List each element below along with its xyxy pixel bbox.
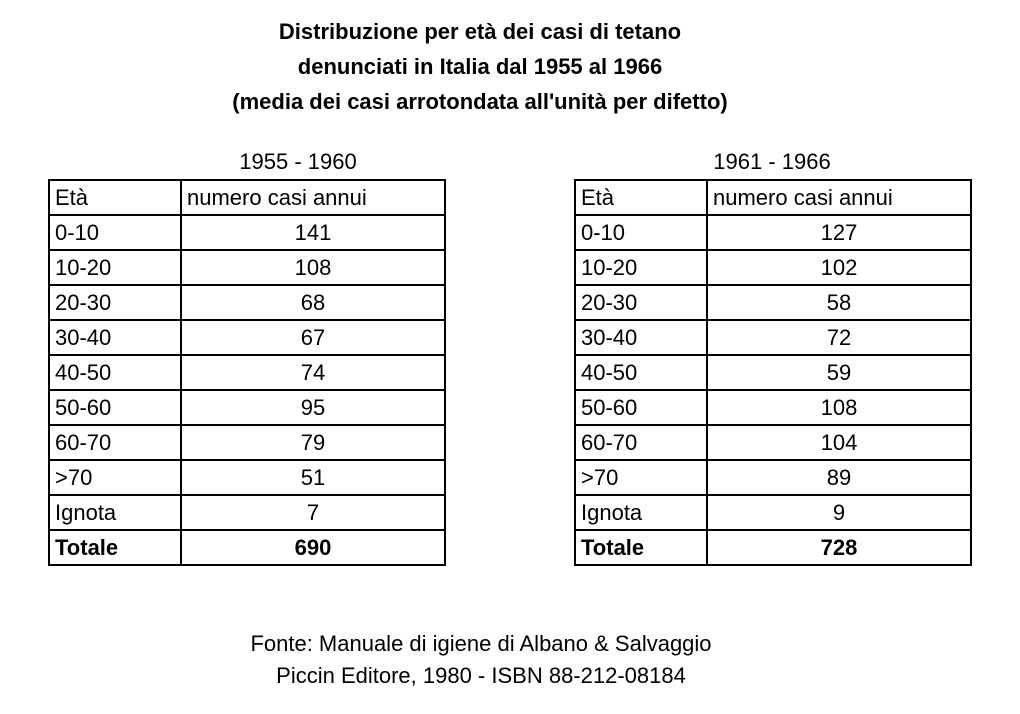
total-label-cell: Totale xyxy=(49,530,181,565)
cases-value-cell: 108 xyxy=(707,390,971,425)
age-group-cell: 50-60 xyxy=(49,390,181,425)
age-group-cell: 10-20 xyxy=(49,250,181,285)
cases-value-cell: 74 xyxy=(181,355,445,390)
cases-value-cell: 127 xyxy=(707,215,971,250)
cases-value-cell: 72 xyxy=(707,320,971,355)
cases-value-cell: 58 xyxy=(707,285,971,320)
period-label-1961-1966: 1961 - 1966 xyxy=(713,149,831,174)
source-note xyxy=(0,628,962,692)
age-group-cell: 40-50 xyxy=(49,355,181,390)
age-group-cell: 20-30 xyxy=(49,285,181,320)
cases-value-cell: 59 xyxy=(707,355,971,390)
age-group-cell: Ignota xyxy=(575,495,707,530)
table-row xyxy=(575,390,971,425)
table-row xyxy=(575,215,971,250)
table-header-row xyxy=(49,180,445,215)
age-group-cell: 0-10 xyxy=(49,215,181,250)
age-group-cell: 60-70 xyxy=(49,425,181,460)
table-1961-1966 xyxy=(574,179,972,566)
cases-value-cell: 7 xyxy=(181,495,445,530)
age-group-cell: 10-20 xyxy=(575,250,707,285)
age-group-cell: >70 xyxy=(49,460,181,495)
table-header-row xyxy=(575,180,971,215)
cases-value-cell: 102 xyxy=(707,250,971,285)
age-group-cell: Ignota xyxy=(49,495,181,530)
table-row xyxy=(575,250,971,285)
cases-value-cell: 67 xyxy=(181,320,445,355)
table-row xyxy=(49,460,445,495)
cases-value-cell: 95 xyxy=(181,390,445,425)
table-1955-1960 xyxy=(48,179,446,566)
table-row xyxy=(49,425,445,460)
column-header-age: Età xyxy=(575,180,707,215)
age-group-cell: 20-30 xyxy=(575,285,707,320)
cases-value-cell: 89 xyxy=(707,460,971,495)
title-line-3: (media dei casi arrotondata all'unità per difetto) xyxy=(232,89,728,114)
total-row xyxy=(575,530,971,565)
table-row xyxy=(575,425,971,460)
table-row xyxy=(49,495,445,530)
total-value-cell: 728 xyxy=(707,530,971,565)
age-group-cell: 30-40 xyxy=(575,320,707,355)
age-group-cell: 40-50 xyxy=(575,355,707,390)
cases-value-cell: 104 xyxy=(707,425,971,460)
cases-value-cell: 141 xyxy=(181,215,445,250)
age-group-cell: 30-40 xyxy=(49,320,181,355)
column-header-age: Età xyxy=(49,180,181,215)
total-label-cell: Totale xyxy=(575,530,707,565)
cases-value-cell: 79 xyxy=(181,425,445,460)
table-row xyxy=(49,390,445,425)
cases-value-cell: 51 xyxy=(181,460,445,495)
age-group-cell: 60-70 xyxy=(575,425,707,460)
age-group-cell: >70 xyxy=(575,460,707,495)
table-row xyxy=(49,355,445,390)
table-row xyxy=(575,285,971,320)
table-row xyxy=(49,215,445,250)
column-header-cases: numero casi annui xyxy=(181,180,445,215)
source-line-1: Fonte: Manuale di igiene di Albano & Salvaggio xyxy=(250,631,712,656)
total-value-cell: 690 xyxy=(181,530,445,565)
period-label-1955-1960: 1955 - 1960 xyxy=(239,149,357,174)
table-row xyxy=(49,320,445,355)
column-header-cases: numero casi annui xyxy=(707,180,971,215)
total-row xyxy=(49,530,445,565)
cases-value-cell: 9 xyxy=(707,495,971,530)
cases-value-cell: 108 xyxy=(181,250,445,285)
title-line-1: Distribuzione per età dei casi di tetano xyxy=(278,19,682,44)
title-line-2: denunciati in Italia dal 1955 al 1966 xyxy=(297,54,663,79)
table-row xyxy=(575,320,971,355)
age-group-cell: 50-60 xyxy=(575,390,707,425)
source-line-2: Piccin Editore, 1980 - ISBN 88-212-08184 xyxy=(276,663,686,688)
age-group-cell: 0-10 xyxy=(575,215,707,250)
table-row xyxy=(575,460,971,495)
table-row xyxy=(49,250,445,285)
chart-title xyxy=(0,14,960,119)
table-row xyxy=(575,355,971,390)
cases-value-cell: 68 xyxy=(181,285,445,320)
table-row xyxy=(49,285,445,320)
table-row xyxy=(575,495,971,530)
